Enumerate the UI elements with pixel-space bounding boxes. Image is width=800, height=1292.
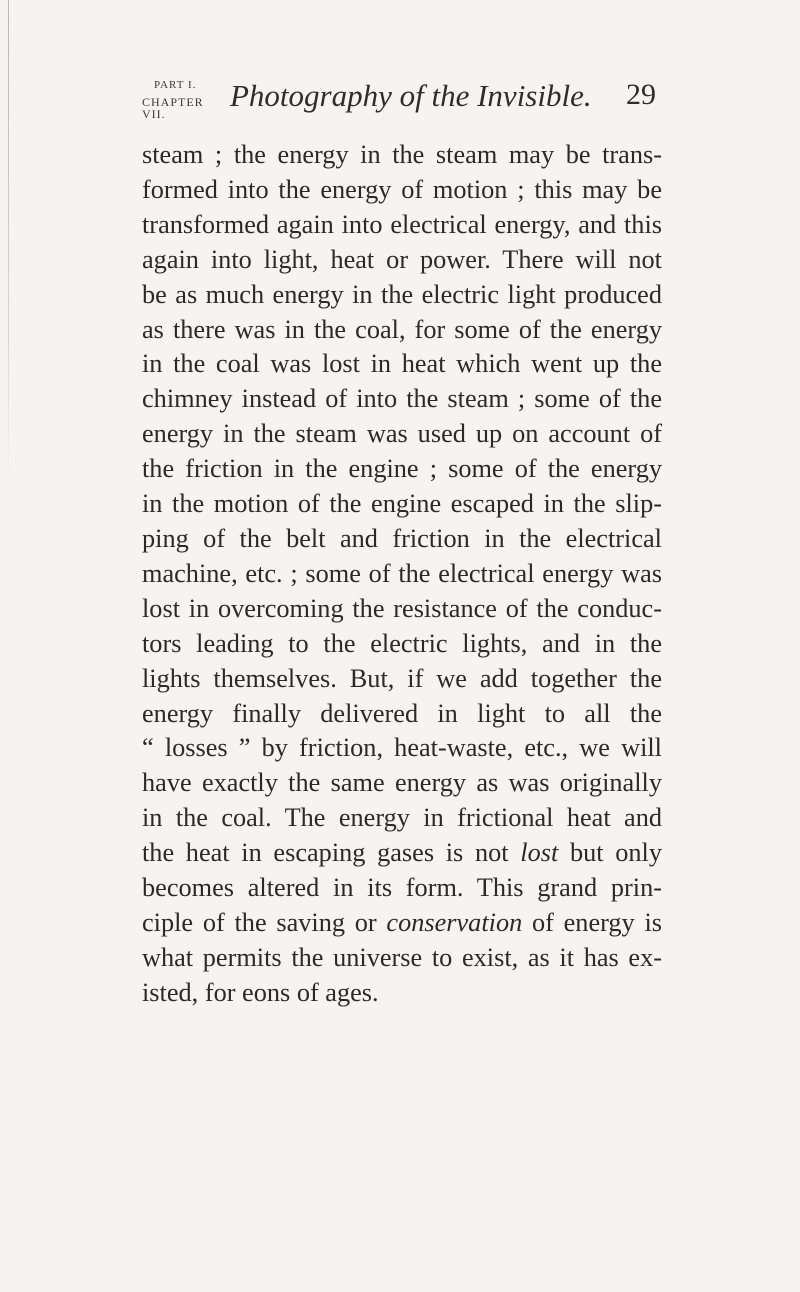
page-gutter-edge (8, 0, 9, 480)
chapter-reference (142, 78, 222, 121)
text-segment: the heat in escaping gases is not (142, 838, 521, 868)
text-line: formed into the energy of motion ; this may be (142, 174, 662, 204)
text-segment: of energy is (522, 907, 662, 937)
text-line: chimney instead of into the steam ; some of the (142, 384, 662, 414)
chapter-label: CHAPTER VII. (142, 95, 204, 121)
text-line: lost in overcoming the resistance of the conduc- (142, 593, 662, 623)
text-line: energy in the steam was used up on account of (142, 419, 662, 449)
text-line: “ losses ” by friction, heat-waste, etc., we will (142, 733, 662, 763)
text-line: tors leading to the electric lights, and in the (142, 628, 662, 658)
text-line: again into light, heat or power. There will not (142, 244, 662, 274)
text-line: ping of the belt and friction in the electrical (142, 523, 662, 553)
text-segment: but only (558, 838, 662, 868)
text-line: lights themselves. But, if we add together the (142, 663, 662, 693)
text-line: transformed again into electrical energy, and this (142, 209, 662, 239)
text-line: machine, etc. ; some of the electrical energy was (142, 558, 662, 588)
text-line: be as much energy in the electric light produced (142, 279, 662, 309)
text-line: what permits the universe to exist, as it has ex- (142, 942, 662, 972)
emphasis-lost: lost (520, 838, 559, 868)
body-paragraph (142, 138, 662, 1011)
text-line: becomes altered in its form. This grand prin- (142, 873, 662, 903)
text-line: steam ; the energy in the steam may be trans- (142, 140, 662, 169)
text-line (142, 906, 662, 941)
text-line: in the coal was lost in heat which went up the (142, 349, 662, 379)
running-head (142, 72, 656, 124)
text-line: the friction in the engine ; some of the energy (142, 454, 662, 484)
text-line: in the coal. The energy in frictional heat and (142, 803, 662, 833)
running-title: Photography of the Invisible. (230, 78, 592, 113)
part-label: PART I. (154, 79, 197, 91)
emphasis-conservation: conservation (386, 907, 523, 937)
text-line: have exactly the same energy as was originally (142, 768, 662, 798)
text-line: energy finally delivered in light to all the (142, 698, 662, 728)
page-number: 29 (626, 78, 656, 111)
text-line: in the motion of the engine escaped in the slip- (142, 489, 662, 519)
text-segment: ciple of the saving or (142, 907, 387, 937)
text-line: as there was in the coal, for some of the energy (142, 314, 662, 344)
text-line: isted, for eons of ages. (142, 977, 379, 1007)
text-line (142, 836, 662, 871)
